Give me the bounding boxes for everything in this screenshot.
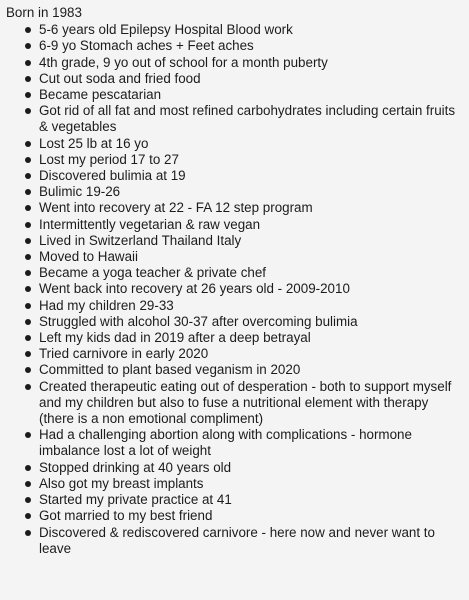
bullet-icon [25, 497, 31, 503]
list-item-text: Started my private practice at 41 [39, 492, 232, 508]
list-item-text: Left my kids dad in 2019 after a deep betrayal [39, 330, 311, 346]
bullet-icon [25, 254, 31, 260]
list-item [6, 427, 457, 459]
bullet-icon [25, 189, 31, 195]
list-item-text: Lost 25 lb at 16 yo [39, 135, 149, 151]
list-item [6, 492, 457, 508]
bullet-icon [25, 141, 31, 147]
list-item-text: Intermittently vegetarian & raw vegan [39, 216, 261, 232]
list-item [6, 460, 457, 476]
list-item [6, 233, 457, 249]
bullet-icon [25, 513, 31, 519]
list-item [6, 136, 457, 152]
list-item-text: Had my children 29-33 [39, 297, 174, 313]
list-item-text: Got married to my best friend [39, 508, 213, 524]
bullet-icon [25, 384, 31, 390]
list-item [6, 346, 457, 362]
list-item [6, 281, 457, 297]
list-item [6, 87, 457, 103]
list-item [6, 314, 457, 330]
list-item [6, 152, 457, 168]
list-item [6, 525, 457, 557]
bullet-icon [25, 367, 31, 373]
list-item [6, 249, 457, 265]
list-item [6, 22, 457, 38]
list-item [6, 298, 457, 314]
bullet-icon [25, 173, 31, 179]
bullet-icon [25, 270, 31, 276]
list-item-text: Discovered & rediscovered carnivore - here now and never want to leave [39, 524, 435, 556]
bullet-icon [25, 76, 31, 82]
list-item-text: Got rid of all fat and most refined carbohydrates including certain fruits & vegetables [39, 103, 456, 135]
list-item-text: Created therapeutic eating out of desperation - both to support myself and my children but also to fuse a nutritional element with therapy (there is a non emotional compliment) [39, 378, 452, 427]
list-item [6, 200, 457, 216]
list-item [6, 168, 457, 184]
list-item-text: Bulimic 19-26 [39, 184, 121, 200]
list-item-text: 4th grade, 9 yo out of school for a month puberty [39, 54, 328, 70]
list-item [6, 103, 457, 135]
list-item-text: Cut out soda and fried food [39, 70, 201, 86]
bullet-icon [25, 530, 31, 536]
bullet-icon [25, 303, 31, 309]
note-heading: Born in 1983 [6, 5, 82, 20]
bullet-icon [25, 205, 31, 211]
list-item [6, 38, 457, 54]
bullet-icon [25, 432, 31, 438]
list-item-text: Had a challenging abortion along with complications - hormone imbalance lost a lot of weight [39, 427, 412, 459]
list-item [6, 71, 457, 87]
bullet-list [6, 22, 457, 557]
list-item-text: Lost my period 17 to 27 [39, 151, 179, 167]
list-item-text: Discovered bulimia at 19 [39, 168, 186, 184]
list-item-text: 6-9 yo Stomach aches + Feet aches [39, 38, 254, 54]
list-item [6, 330, 457, 346]
list-item-text: Struggled with alcohol 30-37 after overcoming bulimia [39, 313, 358, 329]
list-item-text: Became a yoga teacher & private chef [39, 265, 267, 281]
list-item [6, 217, 457, 233]
list-item [6, 476, 457, 492]
bullet-icon [25, 238, 31, 244]
list-item-text: Committed to plant based veganism in 2020 [39, 362, 301, 378]
list-item [6, 184, 457, 200]
bullet-icon [25, 465, 31, 471]
bullet-icon [25, 335, 31, 341]
list-item-text: Moved to Hawaii [39, 249, 138, 265]
list-item-text: Went back into recovery at 26 years old - 2009-2010 [39, 281, 350, 297]
bullet-icon [25, 222, 31, 228]
list-item [6, 508, 457, 524]
list-item-text: 5-6 years old Epilepsy Hospital Blood work [39, 22, 293, 38]
bullet-icon [25, 43, 31, 49]
bullet-icon [25, 27, 31, 33]
bullet-icon [25, 60, 31, 66]
bullet-icon [25, 351, 31, 357]
bullet-icon [25, 319, 31, 325]
bullet-icon [25, 157, 31, 163]
bullet-icon [25, 92, 31, 98]
list-item-text: Became pescatarian [39, 87, 162, 103]
list-item [6, 55, 457, 71]
list-item-text: Went into recovery at 22 - FA 12 step program [39, 200, 313, 216]
list-item-text: Also got my breast implants [39, 475, 204, 491]
list-item-text: Lived in Switzerland Thailand Italy [39, 232, 242, 248]
list-item [6, 379, 457, 428]
list-item-text: Tried carnivore in early 2020 [39, 346, 209, 362]
bullet-icon [25, 286, 31, 292]
bullet-icon [25, 481, 31, 487]
list-item [6, 362, 457, 378]
bullet-icon [25, 108, 31, 114]
list-item-text: Stopped drinking at 40 years old [39, 459, 232, 475]
list-item [6, 265, 457, 281]
